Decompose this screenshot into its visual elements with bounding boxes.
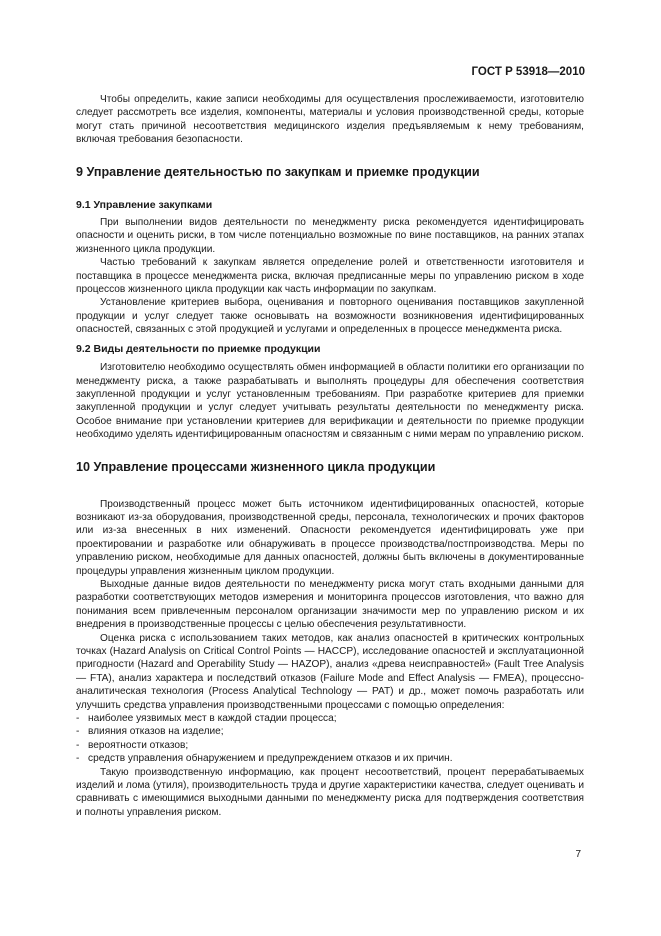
section-9-heading: 9 Управление деятельностью по закупкам и приемке продукции	[76, 164, 480, 179]
failure-analysis-list	[76, 712, 584, 766]
subsection-9-2-heading: 9.2 Виды деятельности по приемке продукции	[76, 342, 321, 355]
list-item-text: влияния отказов на изделие;	[88, 726, 224, 738]
s10-paragraph-1: Производственный процесс может быть источником идентифицированных опасностей, которые возникают из-за оборудования, производственной среды, персонала, технологических и прочих факторов или из-за внесенных в них изменений. Опасности рекомендуется идентифицировать уже при проектировании и разработке или обнаруживать в процессе производства/постпроизводства. Меры по управлению риском, необходимые для данных опасностей, должны быть включены в документированные процедуры управления жизненным циклом продукции.	[76, 498, 584, 577]
s10-paragraph-2: Выходные данные видов деятельности по менеджменту риска могут стать входными данными для разработки соответствующих методов измерения и мониторинга процессов изготовления, что важно для понимания всем привлеченным персоналом организации значимости мер по управлению риском и их внедрения в производственные процессы с целью обеспечения результативности.	[76, 578, 584, 631]
s10-paragraph-4: Такую производственную информацию, как процент несоответствий, процент перерабатываемых изделий и лома (утиля), производительность труда и другие характеристики качества, следует оценивать и сравнивать с имеющимися выходными данными по менеджменту риска для подтверждения соответствия и полноты управления риском.	[76, 766, 584, 818]
intro-paragraph: Чтобы определить, какие записи необходимы для осуществления прослеживаемости, изготовителю следует рассмотреть все изделия, компоненты, материалы и условия производственной среды, которые могут стать причиной несоответствия медицинского изделия предъявляемым к нему требованиям, включая требования безопасности.	[76, 94, 584, 146]
list-dash: -	[76, 739, 80, 751]
list-item	[76, 752, 584, 765]
list-item-text: средств управления обнаружением и предупреждением отказов и их причин.	[88, 753, 453, 765]
s91-paragraph-3: Установление критериев выбора, оценивания и повторного оценивания поставщиков закупленной продукции и услуг следует также основывать на возможности возникновения идентифицированных опасностей, связанных с этой продукцией и услугами и определенных в процессе менеджмента риска.	[76, 297, 584, 336]
s91-paragraph-1: При выполнении видов деятельности по менеджменту риска рекомендуется идентифицировать опасности и оценить риски, в том числе потенциально возможные по вине поставщиков, на ранних этапах жизненного цикла продукции.	[76, 217, 584, 255]
page-number: 7	[575, 849, 581, 860]
list-item-text: вероятности отказов;	[88, 739, 189, 751]
list-item-text: наиболее уязвимых мест в каждой стадии процесса;	[88, 713, 337, 725]
list-item	[76, 725, 584, 738]
s92-paragraph-1: Изготовителю необходимо осуществлять обмен информацией в области политики его организации по менеджменту риска, а также разрабатывать и выполнять процедуры для обеспечения соответствия закупленной продукции и услуг установленным требованиям. При разработке критериев для приемки закупленной продукции и услуг следует учитывать результаты деятельности по менеджменту риска. Особое внимание при установлении критериев для верификации и деятельности по приемке продукции необходимо уделять идентифицированным опасностям и связанным с ними мерам по управлению риском.	[76, 362, 584, 441]
list-dash: -	[76, 726, 80, 738]
document-body	[76, 93, 584, 819]
subsection-9-1-heading: 9.1 Управление закупками	[76, 198, 213, 211]
section-10-heading: 10 Управление процессами жизненного цикла продукции	[76, 459, 436, 474]
s10-paragraph-3: Оценка риска с использованием таких методов, как анализ опасностей в критических контрольных точках (Hazard Analysis on Critical Control Points — HACCP), исследование опасностей и эксплуатационной пригодности (Hazard and Operability Study — HAZOP), анализ «древа неисправностей» (Fault Tree Analysis — FTA), анализ характера и последствий отказов (Failure Mode and Effect Analysis — FMEA), процессно-аналитическая технология (Process Analytical Technology — PAT) и др., может помочь разработать или улучшить средства управления производственными процессами с помощью определения:	[76, 632, 584, 711]
list-item	[76, 739, 584, 752]
s91-paragraph-2: Частью требований к закупкам является определение ролей и ответственности изготовителя и поставщика в процессе менеджмента риска, включая предписанные меры по управлению риском в ходе процессов жизненного цикла продукции как часть информации по закупкам.	[76, 257, 584, 296]
list-dash: -	[76, 753, 80, 765]
document-header: ГОСТ Р 53918—2010	[471, 66, 585, 78]
list-dash: -	[76, 713, 80, 725]
list-item	[76, 712, 584, 725]
